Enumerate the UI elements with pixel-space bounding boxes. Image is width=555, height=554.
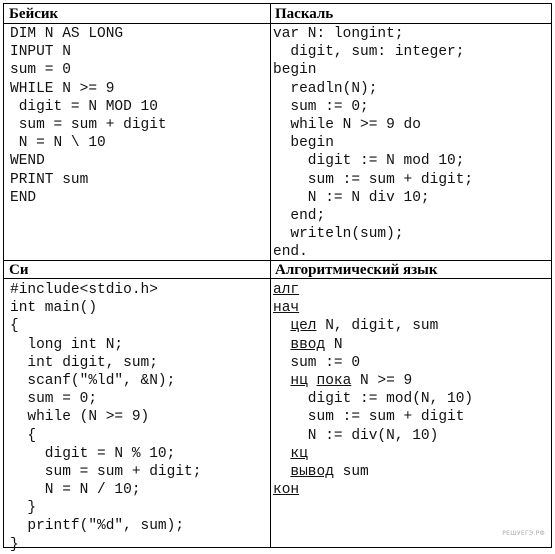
algo-code-text: sum := 0 [273,354,361,371]
basic-code-line: DIM N AS LONG [10,26,124,42]
pascal-code-line: sum := 0; [273,98,369,115]
c-code-line: while (N >= 9) [10,409,150,426]
c-code-line: int digit, sum; [10,354,158,371]
algo-code-block [273,281,473,499]
pascal-code-block [273,25,473,261]
basic-title: Бейсик [9,6,59,22]
pascal-code-line: while N >= 9 do [273,116,421,133]
pascal-code-line: end. [273,244,308,261]
algo-code-line [273,299,473,317]
code-table [3,3,552,553]
algo-code-line [273,390,473,408]
basic-code-line: digit = N MOD 10 [10,98,158,115]
basic-code-line: END [10,189,37,206]
algo-code-text: sum [333,463,369,480]
algo-code-text: N >= 9 [351,372,413,389]
pascal-code-line: begin [273,135,334,152]
c-code-line: printf("%d", sum); [10,518,185,535]
algo-keyword: цел [290,318,317,335]
c-code-line: { [10,318,19,335]
pascal-code-line: begin [273,62,317,79]
algo-code-line [273,427,473,445]
algo-code-line [273,317,473,335]
algo-keyword: алг [273,282,300,298]
c-code-line: #include<stdio.h> [10,282,158,298]
c-code-line: long int N; [10,336,124,353]
c-code-line: sum = sum + digit; [10,463,202,480]
algo-keyword: вывод [290,463,334,480]
algo-code-text [273,464,290,480]
algo-code-text: digit := mod(N, 10) [273,391,474,408]
c-code-block [10,281,201,554]
c-code-line: sum = 0; [10,391,98,408]
algo-code-line [273,481,473,499]
basic-code-line: N = N \ 10 [10,135,106,152]
c-code-line: { [10,427,37,444]
basic-code-line: WEND [10,153,45,170]
pascal-title: Паскаль [275,6,334,22]
algo-keyword: пока [316,372,352,389]
algo-keyword: кц [290,445,308,462]
c-code-line: } [10,500,37,517]
basic-code-line: WHILE N >= 9 [10,80,115,97]
algo-code-line [273,463,473,481]
c-code-line: int main() [10,300,98,317]
algo-code-line [273,336,473,354]
algo-code-line [273,281,473,299]
algo-title: Алгоритмический язык [275,262,438,278]
pascal-code-line: var N: longint; [273,26,404,42]
basic-code-line: INPUT N [10,44,71,61]
pascal-code-line: readln(N); [273,80,378,97]
algo-code-text [273,337,290,353]
watermark: РЕШУЕГЭ.РФ [502,530,545,537]
algo-code-text: sum := sum + digit [273,409,465,426]
c-code-line: scanf("%ld", &N); [10,372,176,389]
c-code-line: } [10,536,19,553]
basic-code-block [10,25,167,207]
algo-code-line [273,354,473,372]
pascal-code-line: writeln(sum); [273,226,404,243]
algo-keyword: нач [273,300,300,317]
algo-keyword: ввод [290,336,326,353]
pascal-code-line: N := N div 10; [273,189,430,206]
basic-code-line: PRINT sum [10,171,89,188]
algo-code-text: N, digit, sum [316,318,439,335]
basic-code-line: sum = sum + digit [10,116,167,133]
algo-code-text [273,373,290,389]
column-divider [270,4,271,547]
algo-code-line [273,408,473,426]
algo-keyword: нц [290,372,308,389]
algo-code-text [273,318,290,334]
pascal-code-line: digit, sum: integer; [273,44,465,61]
algo-code-line [273,372,473,390]
pascal-code-line: end; [273,207,326,224]
algo-code-line [273,445,473,463]
c-title: Си [9,262,29,278]
algo-code-text [273,446,290,462]
c-code-line: digit = N % 10; [10,445,176,462]
c-code-line: N = N / 10; [10,482,141,499]
header-divider-top [4,23,551,24]
algo-keyword: кон [273,482,300,499]
pascal-code-line: digit := N mod 10; [273,153,465,170]
pascal-code-line: sum := sum + digit; [273,171,474,188]
basic-code-line: sum = 0 [10,62,71,79]
algo-code-text: N [325,336,343,353]
algo-code-text [308,373,317,389]
algo-code-text: N := div(N, 10) [273,427,439,444]
